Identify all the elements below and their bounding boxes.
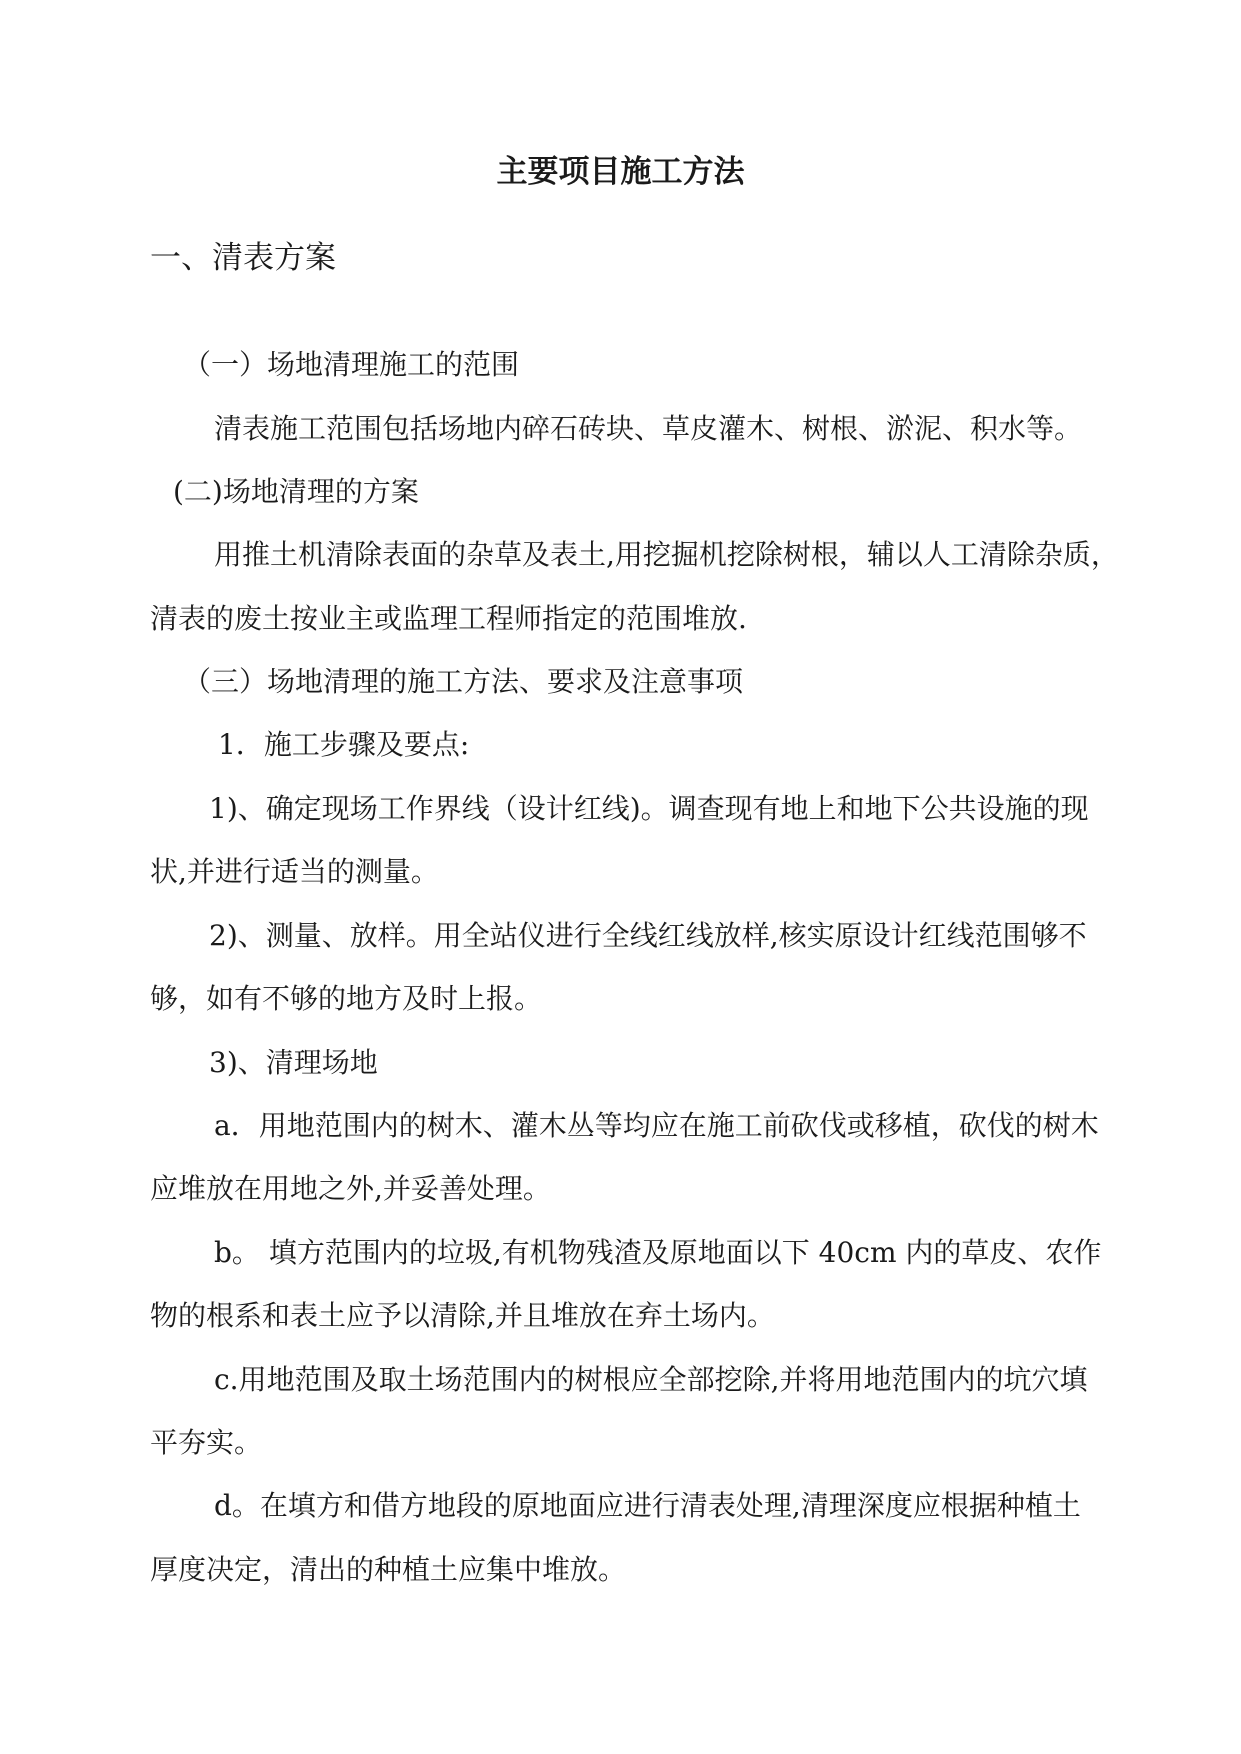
paragraph-line: 厚度决定，清出的种植土应集中堆放。 bbox=[150, 1553, 627, 1586]
paragraph-line: 清表的废土按业主或监理工程师指定的范围堆放. bbox=[150, 602, 747, 635]
subsection-heading-2: (二)场地清理的方案 bbox=[173, 475, 419, 508]
paragraph-line: a．用地范围内的树木、灌木丛等均应在施工前砍伐或移植，砍伐的树木 bbox=[214, 1109, 1099, 1142]
document-title: 主要项目施工方法 bbox=[496, 154, 745, 190]
paragraph-line: c.用地范围及取土场范围内的树根应全部挖除,并将用地范围内的坑穴填 bbox=[214, 1363, 1088, 1396]
paragraph-line: 应堆放在用地之外,并妥善处理。 bbox=[150, 1172, 551, 1205]
paragraph-line: 清表施工范围包括场地内碎石砖块、草皮灌木、树根、淤泥、积水等。 bbox=[214, 412, 1083, 445]
paragraph-line: 状,并进行适当的测量。 bbox=[150, 855, 439, 888]
paragraph-line: b。 填方范围内的垃圾,有机物残渣及原地面以下 40cm 内的草皮、农作 bbox=[214, 1236, 1102, 1269]
paragraph-line: 1)、确定现场工作界线（设计红线)。调查现有地上和地下公共设施的现 bbox=[209, 792, 1089, 825]
paragraph-line: 2)、测量、放样。用全站仪进行全线红线放样,核实原设计红线范围够不 bbox=[209, 919, 1087, 952]
list-item-heading: 3)、清理场地 bbox=[209, 1046, 378, 1079]
paragraph-line: 够，如有不够的地方及时上报。 bbox=[150, 982, 543, 1015]
section-heading: 一、清表方案 bbox=[150, 240, 336, 276]
paragraph-line: d。在填方和借方地段的原地面应进行清表处理,清理深度应根据种植土 bbox=[214, 1489, 1081, 1522]
subsection-heading-3: （三）场地清理的施工方法、要求及注意事项 bbox=[183, 665, 744, 698]
paragraph-line: 用推土机清除表面的杂草及表土,用挖掘机挖除树根，辅以人工清除杂质， bbox=[214, 538, 1119, 571]
paragraph-line: 平夯实。 bbox=[150, 1426, 263, 1459]
numbered-heading: 1．施工步骤及要点: bbox=[218, 728, 470, 761]
paragraph-line: 物的根系和表土应予以清除,并且堆放在弃土场内。 bbox=[150, 1299, 775, 1332]
subsection-heading-1: （一）场地清理施工的范围 bbox=[183, 348, 520, 381]
